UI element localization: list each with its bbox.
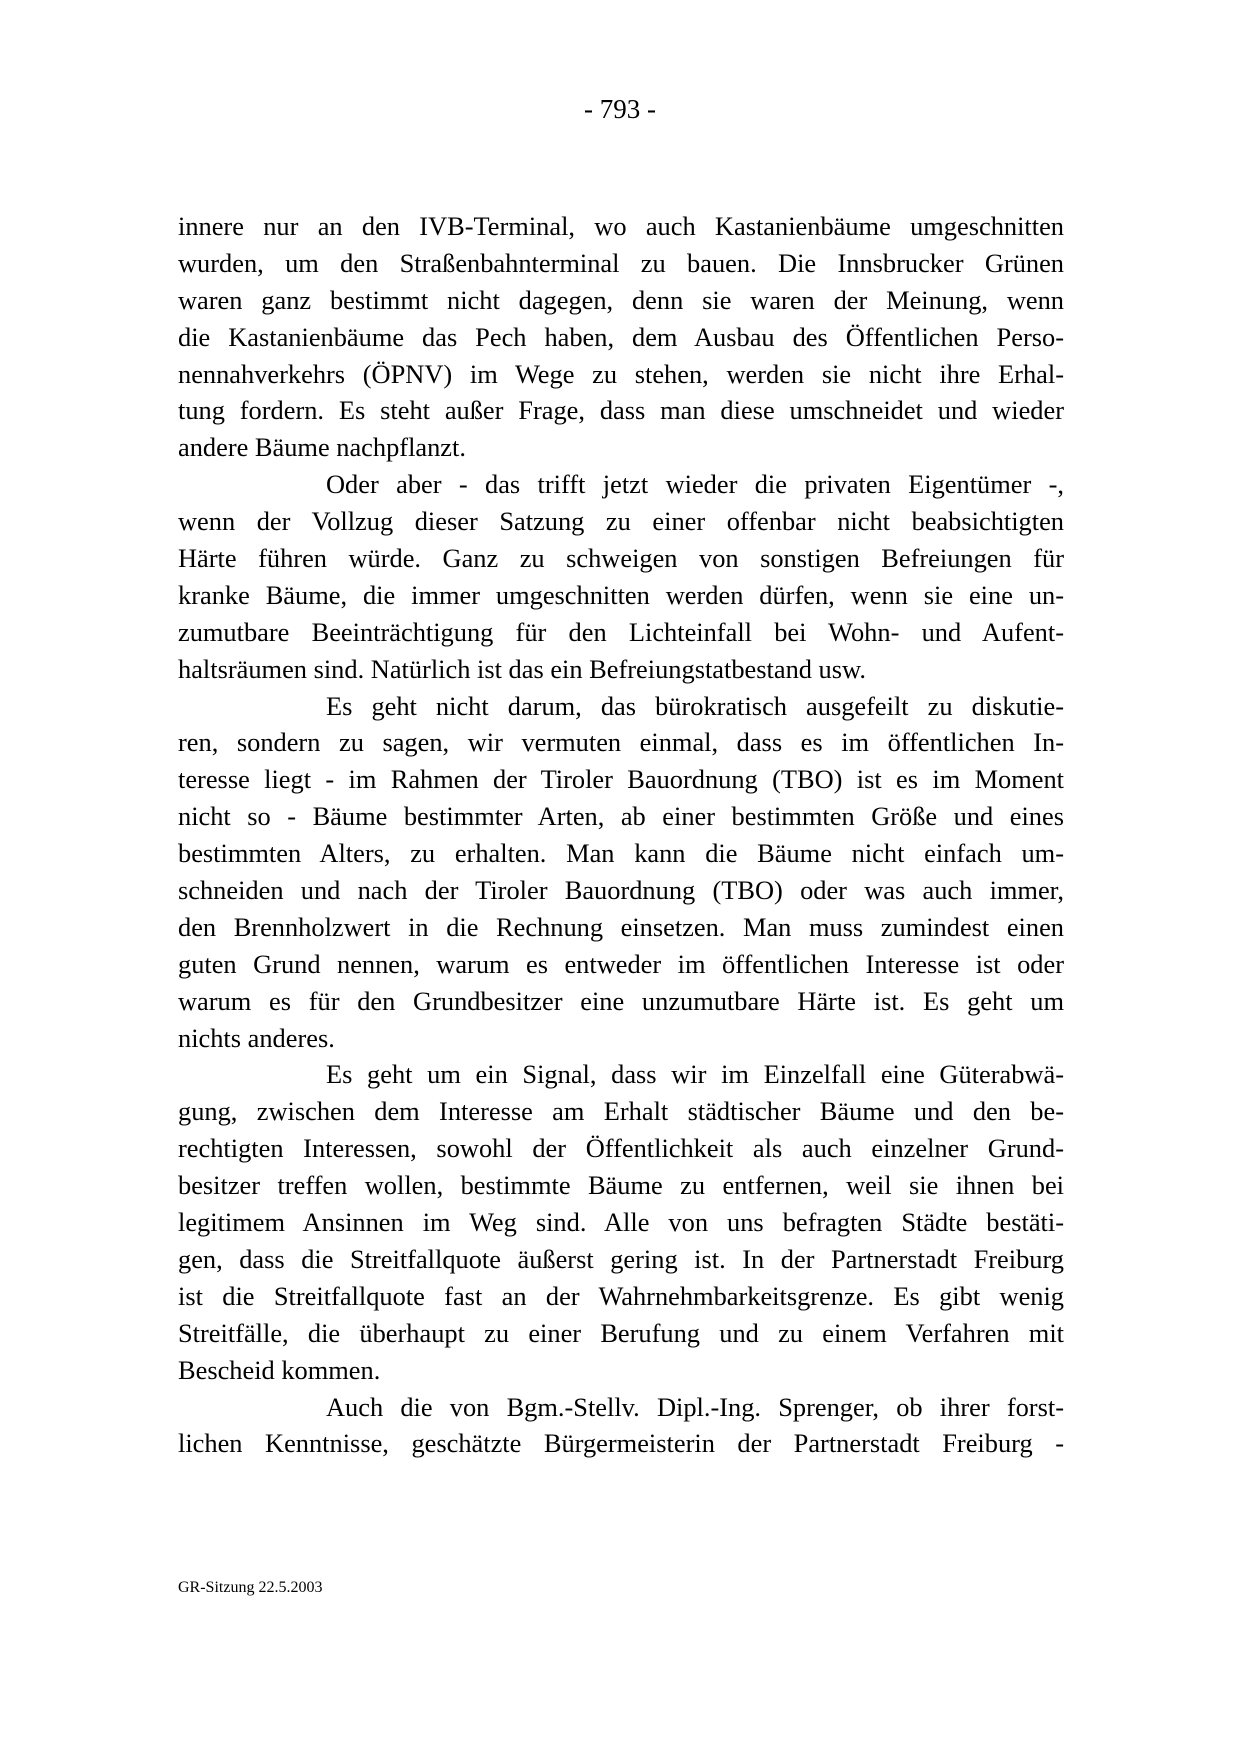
text-line: die Kastanienbäume das Pech haben, dem Ausbau des Öffentlichen Perso- (178, 321, 1064, 352)
text-line: Streitfälle, die überhaupt zu einer Berufung und zu einem Verfahren mit (178, 1317, 1064, 1348)
text-line: kranke Bäume, die immer umgeschnitten werden dürfen, wenn sie eine un- (178, 579, 1064, 610)
text-line: warum es für den Grundbesitzer eine unzumutbare Härte ist. Es geht um (178, 985, 1064, 1016)
text-line: schneiden und nach der Tiroler Bauordnung (TBO) oder was auch immer, (178, 875, 1064, 906)
text-line: andere Bäume nachpflanzt. (178, 432, 466, 463)
text-line: wurden, um den Straßenbahnterminal zu bauen. Die Innsbrucker Grünen (178, 247, 1064, 278)
text-line: legitimem Ansinnen im Weg sind. Alle von uns befragten Städte bestäti- (178, 1207, 1064, 1238)
text-line: rechtigten Interessen, sowohl der Öffentlichkeit als auch einzelner Grund- (178, 1133, 1064, 1164)
body-text (178, 208, 1064, 1462)
text-line: gung, zwischen dem Interesse am Erhalt städtischer Bäume und den be- (178, 1096, 1064, 1127)
text-line: Es geht um ein Signal, dass wir im Einzelfall eine Güterabwä- (326, 1059, 1064, 1090)
text-line: guten Grund nennen, warum es entweder im öffentlichen Interesse ist oder (178, 948, 1064, 979)
text-line: den Brennholzwert in die Rechnung einsetzen. Man muss zumindest einen (178, 911, 1064, 942)
text-line: ren, sondern zu sagen, wir vermuten einmal, dass es im öffentlichen In- (178, 727, 1064, 758)
text-line: Bescheid kommen. (178, 1354, 381, 1385)
text-line: besitzer treffen wollen, bestimmte Bäume zu entfernen, weil sie ihnen bei (178, 1170, 1064, 1201)
text-line: Es geht nicht darum, das bürokratisch ausgefeilt zu diskutie- (326, 690, 1064, 721)
text-line: Auch die von Bgm.-Stellv. Dipl.-Ing. Sprenger, ob ihrer forst- (326, 1391, 1064, 1422)
text-line: waren ganz bestimmt nicht dagegen, denn sie waren der Meinung, wenn (178, 284, 1064, 315)
text-line: haltsräumen sind. Natürlich ist das ein Befreiungstatbestand usw. (178, 653, 866, 684)
text-line: gen, dass die Streitfallquote äußerst gering ist. In der Partnerstadt Freiburg (178, 1243, 1064, 1274)
text-line: Oder aber - das trifft jetzt wieder die privaten Eigentümer -, (326, 469, 1064, 500)
text-line: nichts anderes. (178, 1022, 335, 1053)
text-line: zumutbare Beeinträchtigung für den Lichteinfall bei Wohn- und Aufent- (178, 616, 1064, 647)
text-line: wenn der Vollzug dieser Satzung zu einer offenbar nicht beabsichtigten (178, 506, 1064, 537)
page-number: - 793 - (584, 94, 656, 124)
text-line: innere nur an den IVB-Terminal, wo auch Kastanienbäume umgeschnitten (178, 211, 1064, 241)
text-line: bestimmten Alters, zu erhalten. Man kann die Bäume nicht einfach um- (178, 838, 1064, 869)
text-line: nicht so - Bäume bestimmter Arten, ab einer bestimmten Größe und eines (178, 801, 1064, 832)
text-line: lichen Kenntnisse, geschätzte Bürgermeisterin der Partnerstadt Freiburg - (178, 1428, 1064, 1459)
text-line: Härte führen würde. Ganz zu schweigen von sonstigen Befreiungen für (178, 543, 1064, 574)
text-line: tung fordern. Es steht außer Frage, dass man diese umschneidet und wieder (178, 395, 1064, 426)
footer-session-date: GR-Sitzung 22.5.2003 (178, 1579, 323, 1596)
text-line: teresse liegt - im Rahmen der Tiroler Bauordnung (TBO) ist es im Moment (178, 764, 1064, 795)
text-line: ist die Streitfallquote fast an der Wahrnehmbarkeitsgrenze. Es gibt wenig (178, 1280, 1064, 1311)
text-line: nennahverkehrs (ÖPNV) im Wege zu stehen, werden sie nicht ihre Erhal- (178, 358, 1064, 389)
